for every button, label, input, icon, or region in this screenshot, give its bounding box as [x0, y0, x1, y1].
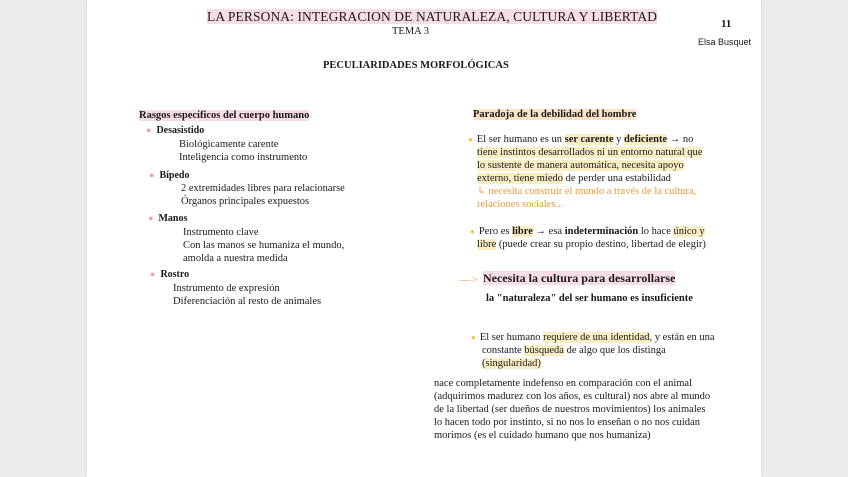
list-item: Inteligencia como instrumento — [179, 152, 308, 163]
list-item: Instrumento clave — [183, 227, 259, 238]
paragraph-line: lo hacen todo por instinto, si no nos lo enseñan o no nos cuidan — [434, 417, 700, 428]
left-heading: Rasgos específicos del cuerpo humano — [139, 110, 310, 121]
paradox-line-5: ↳ necesita construir el mundo a través de la cultura, — [477, 186, 697, 197]
list-item: Instrumento de expresión — [173, 283, 280, 294]
page-number: 11 — [721, 18, 732, 30]
paragraph-line: morimos (es el cuidado humano que nos humaniza) — [434, 430, 651, 441]
list-item: amolda a nuestra medida — [183, 253, 288, 264]
culture-need-heading: Necesita la cultura para desarrollarse — [483, 271, 676, 285]
bullet-desasistido: ● Desasistido — [146, 125, 205, 136]
list-item: Biológicamente carente — [179, 139, 279, 150]
list-item: Órganos principales expuestos — [181, 196, 310, 207]
paradox-line-4: externo, tiene miedo de perder una estabilidad — [477, 173, 671, 184]
right-heading: Paradoja de la debilidad del hombre — [473, 109, 637, 120]
paradox-line-6: relaciones sociales... — [477, 199, 564, 210]
bullet-dot-icon: ● — [471, 333, 476, 342]
paragraph-line: de la libertad (ser dueños de nuestros movimientos) los animales — [434, 404, 706, 415]
freedom-line-1: ● Pero es libre → esa indeterminación lo hace único y — [470, 226, 705, 237]
nature-insufficient: la "naturaleza" del ser humano es insuficiente — [486, 293, 693, 304]
list-item: 2 extremidades libres para relacionarse — [181, 183, 345, 194]
bullet-dot-icon: ● — [470, 227, 475, 236]
bullet-dot-icon: ● — [150, 269, 156, 279]
paradox-line-3: lo sustente de manera automática, necesita apoyo — [477, 160, 684, 171]
paradox-line-2: tiene instintos desarrollados ni un entorno natural que — [477, 147, 703, 158]
bullet-rostro: ● Rostro — [150, 269, 190, 280]
bullet-dot-icon: ● — [149, 170, 155, 180]
bullet-dot-icon: ● — [148, 213, 154, 223]
document-subtitle: TEMA 3 — [392, 26, 430, 37]
identity-line-1: ● El ser humano requiere de una identidad, y están en una — [471, 332, 715, 343]
bullet-bipedo: ● Bípedo — [149, 170, 190, 181]
bullet-dot-icon: ● — [146, 125, 152, 135]
identity-line-2: constante búsqueda de algo que los distinga — [482, 345, 666, 356]
paragraph-line: nace completamente indefenso en comparación con el animal — [434, 378, 693, 389]
paragraph-line: (adquirimos madurez con los años, es cultural) nos abre al mundo — [434, 391, 711, 402]
paradox-line-1: ● El ser humano es un ser carente y deficiente → no — [468, 134, 694, 145]
list-item: Diferenciación al resto de animales — [173, 296, 322, 307]
bullet-dot-icon: ● — [468, 135, 473, 144]
arrow-icon: —> — [459, 272, 478, 286]
section-title: PECULIARIDADES MORFOLÓGICAS — [323, 60, 509, 71]
author-name: Elsa Busquet — [698, 37, 752, 47]
identity-line-3: (singularidad) — [482, 358, 541, 369]
document-title: LA PERSONA: INTEGRACION DE NATURALEZA, CULTURA Y LIBERTAD — [207, 9, 658, 24]
bullet-manos: ● Manos — [148, 213, 188, 224]
list-item: Con las manos se humaniza el mundo, — [183, 240, 345, 251]
freedom-line-2: libre (puede crear su propio destino, libertad de elegir) — [477, 239, 706, 250]
